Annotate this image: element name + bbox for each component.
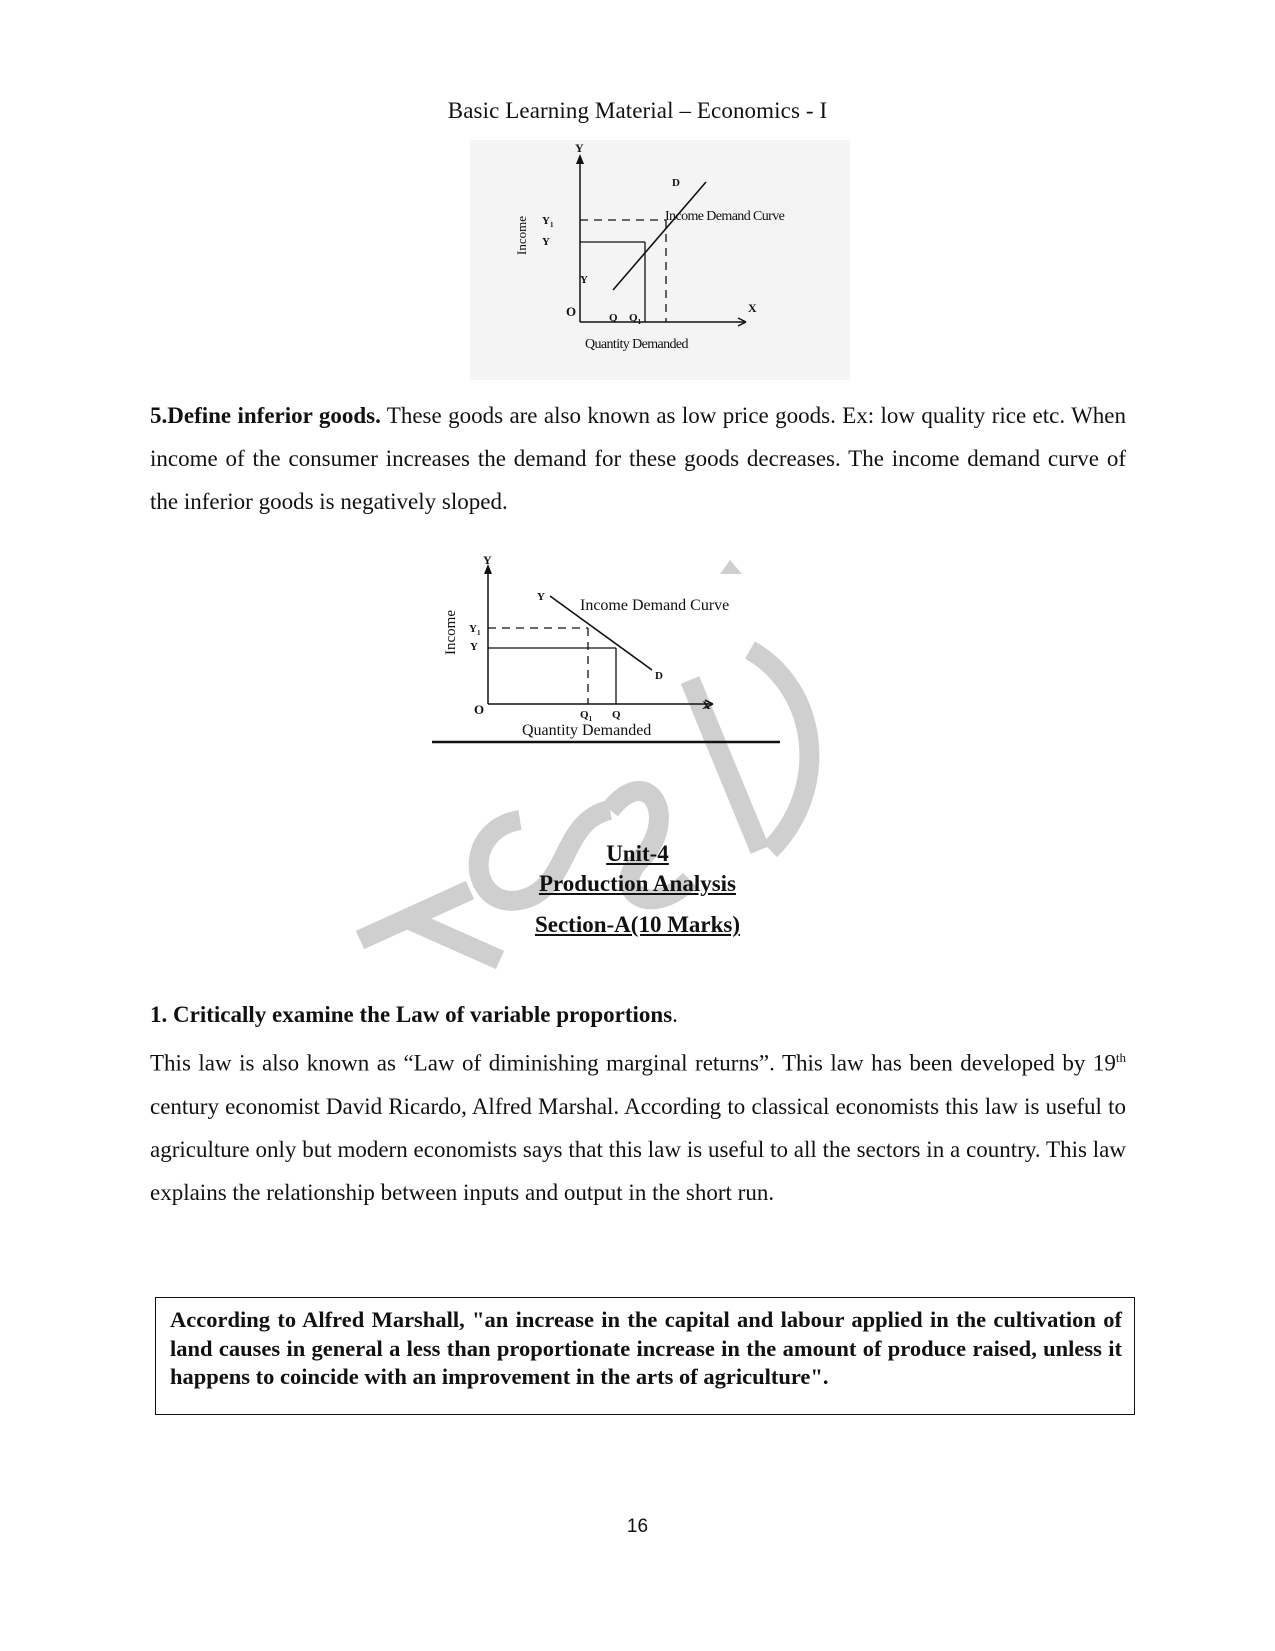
page-number: 16 xyxy=(626,1516,649,1537)
marshall-quote-box: According to Alfred Marshall, "an increase in the capital and labour applied in the cultivation of land causes in general a less than proportionate increase in the amount of produce raised, unless it happens to coincide with an improvement in the arts of agriculture". xyxy=(155,1297,1135,1415)
fig1-curve-label: Income Demand Curve xyxy=(665,209,785,224)
fig2-x-axis-label: X xyxy=(702,698,711,712)
fig1-curve-start-label: Y xyxy=(580,274,588,286)
unit-section: Section-A(10 Marks) xyxy=(534,912,741,937)
fig1-y-tick-0: Y xyxy=(542,236,550,248)
section5-paragraph xyxy=(150,394,1126,523)
fig2-y-tick-1: $Y_1$ xyxy=(469,623,481,637)
section5-heading: 5.Define inferior goods. xyxy=(150,403,381,428)
fig2-curve-label: Income Demand Curve xyxy=(580,597,730,614)
question1-heading: 1. Critically examine the Law of variable proportions. xyxy=(150,1002,678,1027)
figure-income-demand-normal xyxy=(470,140,850,385)
fig1-ylabel: Income xyxy=(514,216,529,255)
fig1-origin-label: O xyxy=(566,304,577,319)
fig2-xlabel: Quantity Demanded xyxy=(522,722,652,739)
fig1-y-tick-1: $Y_1$ xyxy=(542,215,554,229)
fig1-x-tick-0: Q xyxy=(609,312,618,324)
section5-text: These goods are also known as low price goods. Ex: low quality rice etc. When income of the consumer increases the demand for these goods decreases. The income demand curve of the inferior goods is negatively sloped. xyxy=(150,403,1126,514)
page-header: Basic Learning Material – Economics - I xyxy=(447,98,828,123)
fig1-x-tick-1: $Q_1$ xyxy=(629,312,642,326)
fig1-curve-end-label: D xyxy=(672,177,680,189)
fig2-y-tick-0: Y xyxy=(470,641,478,653)
fig2-curve-end-label: D xyxy=(655,670,663,682)
fig1-x-axis-label: X xyxy=(748,301,757,315)
fig2-y-axis-label: Y xyxy=(483,553,492,567)
unit-heading xyxy=(0,840,1275,942)
question1-paragraph: This law is also known as “Law of diminishing marginal returns”. This law has been developed by 19th century economist David Ricardo, Alfred Marshal. According to classical economists this law is useful to agriculture only but modern economists says that this law is useful to all the sectors in a country. This law explains the relationship between inputs and output in the short run. xyxy=(150,1050,1126,1205)
unit-subject: Production Analysis xyxy=(538,871,737,896)
fig2-ylabel: Income xyxy=(443,610,459,655)
fig2-curve-start-label: Y xyxy=(537,591,545,603)
fig2-x-tick-1: $Q_1$ xyxy=(580,709,593,723)
fig2-x-tick-0: Q xyxy=(612,709,621,721)
fig1-y-axis-label: Y xyxy=(575,141,584,155)
fig1-xlabel: Quantity Demanded xyxy=(585,337,688,352)
figure-income-demand-inferior xyxy=(430,552,800,757)
fig2-origin-label: O xyxy=(474,702,485,717)
unit-title: Unit-4 xyxy=(606,841,669,866)
